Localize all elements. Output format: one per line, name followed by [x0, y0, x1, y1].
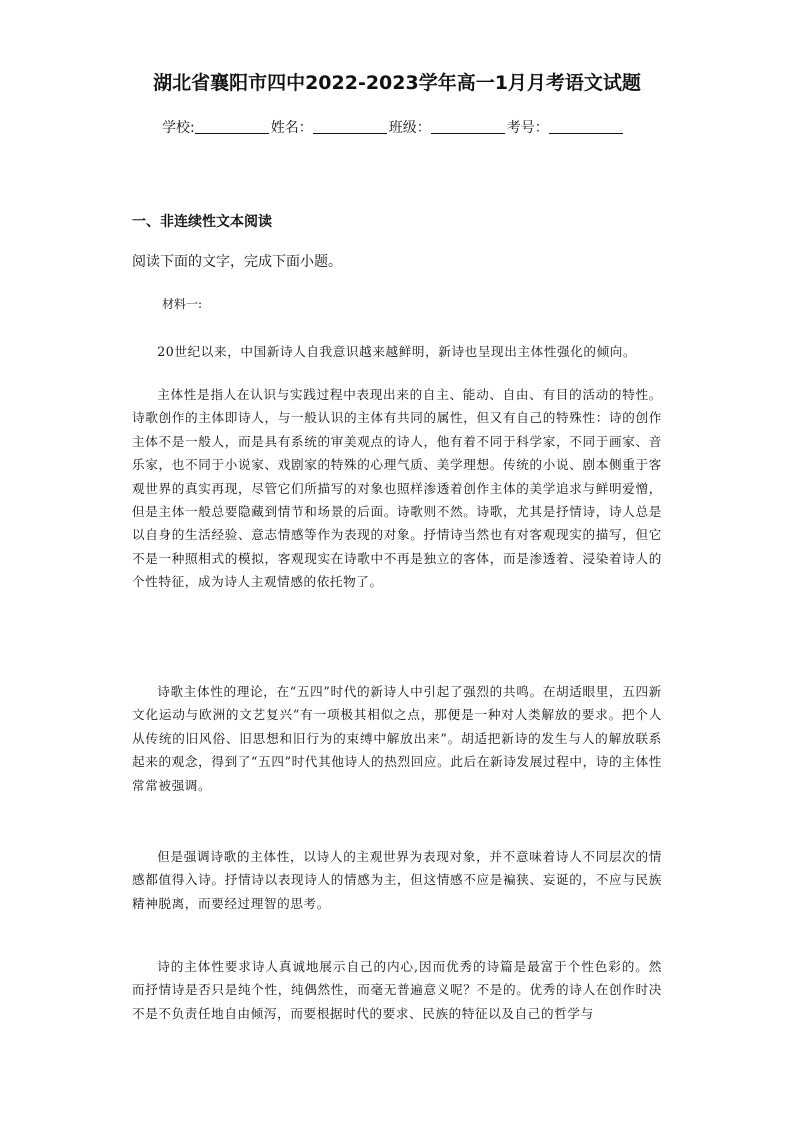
reading-instruction: 阅读下面的文字，完成下面小题。 — [132, 254, 342, 270]
material-label: 材料一: — [162, 297, 203, 311]
school-blank — [195, 119, 269, 134]
paragraph: 但是强调诗歌的主体性，以诗人的主观世界为表现对象，并不意味着诗人不同层次的情感都值得入诗。抒情诗以表现诗人的情感为主，但这情感不应是褊狭、妄诞的，不应与民族精神脱离，而要经过理智的思考。 — [132, 849, 662, 911]
name-blank — [313, 119, 387, 134]
exam-no-blank — [549, 119, 623, 134]
class-field-label: 班级： — [388, 120, 431, 136]
paragraph: 诗的主体性要求诗人真诚地展示自己的内心,因而优秀的诗篇是最富于个性色彩的。然而抒情诗是否只是纯个性，纯偶然性，而毫无普遍意义呢？不是的。优秀的诗人在创作时决不是不负责任地自由倾泻，而要根据时代的要求、民族的特征以及自己的哲学与 — [132, 959, 662, 1021]
class-blank — [431, 119, 505, 134]
document-title: 湖北省襄阳市四中2022-2023学年高一1月月考语文试题 — [153, 72, 641, 94]
section-heading: 一、非连续性文本阅读 — [132, 214, 272, 230]
exam-no-field-label: 考号： — [506, 120, 549, 136]
paragraph: 主体性是指人在认识与实践过程中表现出来的自主、能动、自由、有目的活动的特性。诗歌创作的主体即诗人，与一般认识的主体有共同的属性，但又有自己的特殊性：诗的创作主体不是一般人，而是具有系统的审美观点的诗人，他有着不同于科学家，不同于画家、音乐家，也不同于小说家、戏剧家的特殊的心理气质、美学理想。传统的小说、剧本侧重于客观世界的真实再现，尽管它们所描写的对象也照样渗透着创作主体的美学追求与鲜明爱憎，但是主体一般总要隐藏到情节和场景的后面。诗歌则不然。诗歌，尤其是抒情诗，诗人总是以自身的生活经验、意志情感等作为表现的对象。抒情诗当然也有对客观现实的描写，但它不是一种照相式的模拟，客观现实在诗歌中不再是独立的客体，而是渗透着、浸染着诗人的个性特征，成为诗人主观情感的依托物了。 — [132, 387, 662, 590]
name-field-label: 姓名： — [270, 120, 313, 136]
student-info-line — [162, 117, 625, 137]
school-field-label: 学校: — [162, 120, 195, 136]
paragraph: 20世纪以来，中国新诗人自我意识越来越鲜明，新诗也呈现出主体性强化的倾向。 — [157, 344, 637, 359]
paragraph: 诗歌主体性的理论，在“五四”时代的新诗人中引起了强烈的共鸣。在胡适眼里，五四新文化运动与欧洲的文艺复兴“有一项极其相似之点，那便是一种对人类解放的要求。把个人从传统的旧风俗、旧思想和旧行为的束缚中解放出来”。胡适把新诗的发生与人的解放联系起来的观念，得到了“五四”时代其他诗人的热烈回应。此后在新诗发展过程中，诗的主体性常常被强调。 — [132, 684, 662, 793]
